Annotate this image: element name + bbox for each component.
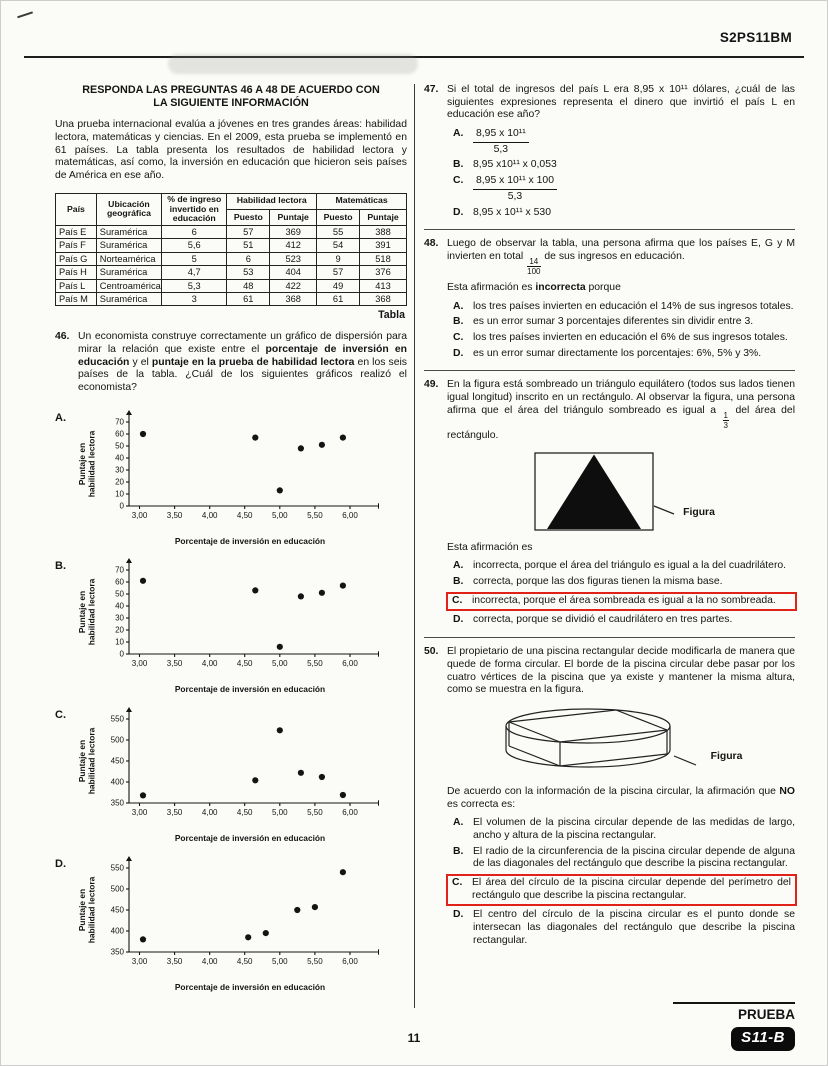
svg-text:30: 30 [115, 614, 124, 624]
option-c-highlighted [446, 874, 797, 906]
right-column [424, 84, 795, 957]
svg-text:60: 60 [115, 429, 124, 439]
cell: 9 [317, 252, 360, 265]
cell: 6 [227, 252, 270, 265]
svg-text:4,50: 4,50 [236, 510, 253, 520]
stem-text: En la figura está sombreado un triángulo equilátero (todos sus lados tienen igual longitud) inscrito en un rectángulo. Al observar la figura, una persona afirma que el área del triángulo sombreado es igual a [447, 379, 795, 416]
svg-text:60: 60 [115, 578, 124, 588]
option-text: los tres países invierten en educación el 14% de sus ingresos totales. [473, 300, 794, 312]
instructions-title-line2: LA SIGUIENTE INFORMACIÓN [153, 97, 309, 110]
svg-text:400: 400 [110, 777, 124, 787]
option-letter: B. [453, 316, 464, 328]
svg-text:550: 550 [110, 714, 124, 724]
cell: 48 [227, 279, 270, 292]
cell: País E [56, 225, 97, 238]
question-48-stem [447, 238, 795, 276]
svg-text:4,50: 4,50 [236, 956, 253, 966]
svg-text:20: 20 [115, 477, 124, 487]
svg-text:3,00: 3,00 [131, 808, 148, 818]
stem-text: y el [129, 356, 152, 368]
svg-text:5,00: 5,00 [272, 808, 288, 818]
brand-name: PRUEBA [737, 1007, 795, 1023]
option-b [453, 316, 795, 329]
stem-text: Luego de observar la tabla, una persona afirma que los países E, G y M invierten en total [447, 238, 795, 262]
svg-text:30: 30 [115, 465, 124, 475]
cell: 54 [317, 239, 360, 252]
cell: 412 [270, 239, 317, 252]
option-text: es un error sumar 3 porcentajes diferentes sin dividir entre 3. [473, 316, 754, 328]
option-text: El área del círculo de la piscina circular depende del perímetro del rectángulo que describe la piscina rectangular. [472, 877, 791, 901]
option-letter: D. [453, 909, 464, 921]
scatter-plot-a [77, 408, 379, 553]
question-46 [55, 331, 407, 400]
cell: 388 [360, 225, 407, 238]
cell: 368 [270, 293, 317, 306]
svg-text:Porcentaje de inversión en edu: Porcentaje de inversión en educación [174, 833, 326, 844]
figure-label: Figura [710, 751, 743, 763]
svg-text:0: 0 [119, 650, 124, 660]
cell: 4,7 [162, 266, 227, 279]
question-47 [424, 84, 795, 222]
question-50-number: 50. [424, 646, 439, 658]
option-letter: A. [453, 560, 464, 572]
cell: 523 [270, 252, 317, 265]
question-50-stem: El propietario de una piscina rectangular decide modificarla de manera que quede de forma circular. El borde de la piscina circular debe pasar por los cuatro vértices de la piscina que ya existe y mantener la misma altura, como se muestra en la figura. [447, 646, 795, 696]
cell: 55 [317, 225, 360, 238]
col-header-pais: País [56, 193, 97, 225]
svg-text:Porcentaje de inversión en edu: Porcentaje de inversión en educación [174, 981, 326, 992]
scatter-plot-d [77, 854, 379, 999]
svg-text:350: 350 [110, 947, 124, 957]
question-49-stem [447, 379, 795, 442]
option-text: 8,95 x10¹¹ x 0,053 [473, 159, 557, 171]
option-c [453, 175, 795, 203]
cell: 53 [227, 266, 270, 279]
option-letter: D. [453, 206, 464, 218]
option-letter: B. [453, 845, 464, 857]
svg-text:3,50: 3,50 [166, 956, 183, 966]
figure-label: Figura [683, 507, 715, 519]
svg-text:40: 40 [115, 453, 124, 463]
svg-text:Porcentaje de inversión en edu: Porcentaje de inversión en educación [174, 535, 326, 546]
option-letter: A. [453, 817, 464, 829]
cell: 376 [360, 266, 407, 279]
option-d [453, 909, 795, 947]
svg-text:5,50: 5,50 [307, 808, 323, 818]
table-row [56, 279, 407, 292]
option-text: 8,95 x 10¹¹ x 530 [473, 206, 551, 218]
left-column [55, 84, 407, 1001]
table-row [56, 239, 407, 252]
scatter-option-d [55, 854, 407, 999]
cell: País L [56, 279, 97, 292]
cell: 57 [227, 225, 270, 238]
option-c [453, 332, 795, 345]
svg-text:5,50: 5,50 [307, 956, 323, 966]
cell: Suramérica [96, 225, 161, 238]
cell: 49 [317, 279, 360, 292]
stem-bold-text: puntaje en la prueba de habilidad lectora [151, 356, 355, 368]
form-badge: S11-B [731, 1027, 795, 1051]
svg-text:5,00: 5,00 [272, 510, 288, 520]
svg-text:500: 500 [110, 884, 124, 894]
table-row [56, 266, 407, 279]
stem-text: Un economista construye correctamente un gráfico de dispersión para mirar la relación que existe entre el [78, 331, 407, 356]
svg-text:500: 500 [110, 735, 124, 745]
cell: Norteamérica [96, 252, 161, 265]
svg-text:Puntaje enhabilidad lectora: Puntaje enhabilidad lectora [77, 876, 97, 944]
option-a [453, 301, 795, 314]
cylinder-with-box-figure [500, 704, 705, 778]
fraction-expression [473, 175, 557, 203]
svg-text:4,00: 4,00 [201, 956, 218, 966]
svg-text:6,00: 6,00 [342, 510, 358, 520]
cell: 422 [270, 279, 317, 292]
instructions-title [55, 84, 407, 110]
col-header-ubicacion: Ubicación geográfica [96, 193, 161, 225]
question-separator [424, 637, 795, 638]
page-number: 11 [407, 1031, 421, 1046]
svg-text:10: 10 [115, 638, 124, 648]
scatter-plot-b [77, 556, 379, 701]
scatter-option-c [55, 705, 407, 850]
cell: Centroamérica [96, 279, 161, 292]
option-letter: C. [453, 332, 464, 344]
svg-text:4,00: 4,00 [201, 659, 218, 669]
cell: 518 [360, 252, 407, 265]
question-48-number: 48. [424, 238, 439, 250]
svg-text:Porcentaje de inversión en edu: Porcentaje de inversión en educación [174, 684, 326, 695]
claim-bold-text: incorrecta [535, 282, 586, 294]
inline-fraction [723, 411, 729, 430]
question-46-stem [78, 331, 407, 394]
option-c-highlighted [446, 592, 797, 612]
cell: 413 [360, 279, 407, 292]
fraction-numerator: 1 [723, 410, 728, 420]
cell: Suramérica [96, 239, 161, 252]
table-row [56, 225, 407, 238]
fraction-denominator: 3 [723, 420, 728, 430]
question-47-number: 47. [424, 84, 439, 95]
svg-text:6,00: 6,00 [342, 808, 358, 818]
cell: 368 [360, 293, 407, 306]
intro-paragraph: Una prueba internacional evalúa a jóvenes en tres grandes áreas: habilidad lectora, matemáticas y ciencias. En el 2009, esta prueba se implementó en 61 países. La tabla presenta los resultados de habilidad lectora y matemáticas, así como, la inversión en educación que hicieron seis países de América en ese año. [55, 119, 407, 182]
cell: 61 [317, 293, 360, 306]
option-letter: D. [453, 347, 464, 359]
option-text: correcta, porque se dividió el caudrilátero en tres partes. [473, 614, 733, 626]
option-b [453, 576, 795, 589]
svg-text:4,00: 4,00 [201, 808, 218, 818]
svg-text:Puntaje enhabilidad lectora: Puntaje enhabilidad lectora [77, 727, 97, 795]
option-letter: B. [55, 560, 66, 573]
svg-text:4,00: 4,00 [201, 510, 218, 520]
svg-text:3,00: 3,00 [131, 956, 148, 966]
cell: País G [56, 252, 97, 265]
option-text: correcta, porque las dos figuras tienen la misma base. [473, 576, 723, 588]
figure-49 [447, 450, 795, 534]
col-header-habilidad: Habilidad lectora [227, 193, 317, 209]
instructions-title-line1: RESPONDA LAS PREGUNTAS 46 A 48 DE ACUERDO CON [82, 84, 380, 96]
option-b [453, 159, 795, 172]
svg-text:0: 0 [119, 501, 124, 511]
svg-text:Puntaje enhabilidad lectora: Puntaje enhabilidad lectora [77, 579, 97, 646]
brand-rule [673, 1002, 795, 1004]
svg-text:40: 40 [115, 602, 124, 612]
question-49 [424, 379, 795, 630]
form-code: S2PS11BM [719, 30, 792, 45]
option-text: los tres países invierten en educación el 6% de sus ingresos totales. [473, 332, 788, 344]
scan-smudge [168, 54, 418, 74]
fraction-denominator: 100 [527, 266, 541, 276]
question-50 [424, 646, 795, 950]
question-49-claim: Esta afirmación es [447, 541, 533, 553]
column-divider [414, 84, 415, 1008]
option-text: El volumen de la piscina circular depende de las medidas de largo, ancho y altura de la piscina rectangular. [473, 817, 795, 841]
table-caption: Tabla [378, 309, 405, 322]
option-letter: C. [453, 175, 464, 187]
cell: 6 [162, 225, 227, 238]
svg-text:350: 350 [110, 798, 124, 808]
stem-text: del área del rectángulo. [447, 404, 795, 442]
svg-text:450: 450 [110, 905, 124, 915]
scan-artifact-mark [15, 5, 33, 19]
claim-text: porque [585, 282, 621, 294]
triangle-in-rectangle-figure [527, 450, 677, 534]
svg-text:4,50: 4,50 [236, 659, 253, 669]
svg-text:Puntaje enhabilidad lectora: Puntaje enhabilidad lectora [77, 430, 97, 498]
option-text: es un error sumar directamente los porcentajes: 6%, 5% y 3%. [473, 347, 762, 359]
fraction-denominator: 5,3 [507, 190, 523, 202]
svg-text:550: 550 [110, 863, 124, 873]
table-row [56, 293, 407, 306]
option-d [453, 614, 795, 627]
figure-50 [447, 704, 795, 778]
col-header-puesto-lectora: Puesto [227, 209, 270, 225]
cell: Suramérica [96, 293, 161, 306]
cell: 391 [360, 239, 407, 252]
question-48-claim [447, 282, 795, 295]
svg-text:3,00: 3,00 [131, 510, 148, 520]
svg-text:70: 70 [115, 417, 124, 427]
svg-text:3,50: 3,50 [166, 659, 183, 669]
option-letter: C. [452, 877, 463, 889]
question-separator [424, 370, 795, 371]
question-46-number: 46. [55, 331, 70, 343]
svg-text:3,50: 3,50 [166, 510, 183, 520]
svg-text:3,00: 3,00 [131, 659, 148, 669]
claim-text: De acuerdo con la información de la piscina circular, la afirmación que [447, 785, 780, 797]
option-letter: D. [55, 857, 66, 870]
fraction-numerator: 14 [527, 257, 540, 267]
svg-text:20: 20 [115, 626, 124, 636]
scatter-option-a [55, 408, 407, 553]
question-separator [424, 229, 795, 230]
cell: 57 [317, 266, 360, 279]
cell: 51 [227, 239, 270, 252]
svg-text:5,00: 5,00 [272, 956, 288, 966]
option-text: incorrecta, porque el área sombreada es igual a la no sombreada. [472, 594, 776, 606]
option-letter: C. [452, 594, 463, 606]
option-a [453, 817, 795, 842]
option-d [453, 207, 795, 220]
svg-text:5,50: 5,50 [307, 659, 323, 669]
option-letter: A. [453, 128, 464, 140]
table-row [56, 252, 407, 265]
option-letter: A. [453, 300, 464, 312]
claim-text: es correcta es: [447, 798, 516, 810]
option-d [453, 348, 795, 361]
cell: 404 [270, 266, 317, 279]
countries-table [55, 193, 407, 307]
stem-text: en los seis países de la tabla. ¿Cuál de los siguientes gráficos realizó el economista? [78, 356, 407, 394]
cell: 369 [270, 225, 317, 238]
option-text: El centro del círculo de la piscina circular es el punto donde se intersecan las diagonales del rectángulo que describe la piscina rectangular. [473, 909, 795, 946]
claim-bold-text: NO [779, 785, 795, 797]
svg-text:50: 50 [115, 441, 124, 451]
svg-text:70: 70 [115, 566, 124, 576]
svg-text:400: 400 [110, 926, 124, 936]
col-header-puesto-matematicas: Puesto [317, 209, 360, 225]
stem-bold-text: porcentaje de inversión en educación [78, 344, 407, 368]
fraction-numerator: 8,95 x 10¹¹ [473, 128, 529, 143]
option-letter: D. [453, 614, 464, 626]
option-a [453, 128, 795, 156]
scatter-option-b [55, 556, 407, 701]
footer-brand [673, 1002, 795, 1051]
cell: 61 [227, 293, 270, 306]
cell: País F [56, 239, 97, 252]
option-letter: A. [55, 411, 66, 424]
option-text: El radio de la circunferencia de la piscina circular depende de alguna de las diagonales del rectángulo que describe la piscina rectangular. [473, 845, 795, 870]
cell: 3 [162, 293, 227, 306]
stem-text: de sus ingresos en educación. [541, 250, 685, 262]
option-letter: B. [453, 159, 464, 171]
cell: 5,6 [162, 239, 227, 252]
cell: Suramérica [96, 266, 161, 279]
svg-text:10: 10 [115, 489, 124, 499]
option-letter: C. [55, 709, 66, 722]
option-b [453, 846, 795, 871]
fraction-numerator: 8,95 x 10¹¹ x 100 [473, 175, 557, 190]
svg-text:5,00: 5,00 [272, 659, 288, 669]
cell: País M [56, 293, 97, 306]
inline-fraction [527, 257, 540, 276]
svg-text:6,00: 6,00 [342, 956, 358, 966]
col-header-ingreso: % de ingreso invertido en educación [162, 193, 227, 225]
question-49-number: 49. [424, 379, 439, 391]
question-47-stem: Si el total de ingresos del país L era 8,95 x 10¹¹ dólares, ¿cuál de las siguientes expresiones representa el dinero que invirtió el país L en educación ese año? [447, 84, 795, 121]
svg-text:3,50: 3,50 [166, 808, 183, 818]
cell: País H [56, 266, 97, 279]
col-header-puntaje-matematicas: Puntaje [360, 209, 407, 225]
col-header-puntaje-lectora: Puntaje [270, 209, 317, 225]
fraction-expression [473, 128, 529, 156]
question-48 [424, 238, 795, 363]
svg-text:4,50: 4,50 [236, 808, 253, 818]
cell: 5 [162, 252, 227, 265]
cell: 5,3 [162, 279, 227, 292]
claim-text: Esta afirmación es [447, 282, 536, 294]
scatter-plot-c [77, 705, 379, 850]
question-50-claim [447, 786, 795, 811]
option-a [453, 560, 795, 573]
svg-text:5,50: 5,50 [307, 510, 323, 520]
option-letter: B. [453, 576, 464, 588]
svg-text:6,00: 6,00 [342, 659, 358, 669]
option-text: incorrecta, porque el área del triángulo es igual a la del cuadrilátero. [473, 560, 787, 572]
fraction-denominator: 5,3 [493, 143, 509, 155]
col-header-matematicas: Matemáticas [317, 193, 407, 209]
svg-text:450: 450 [110, 756, 124, 766]
svg-text:50: 50 [115, 590, 124, 600]
